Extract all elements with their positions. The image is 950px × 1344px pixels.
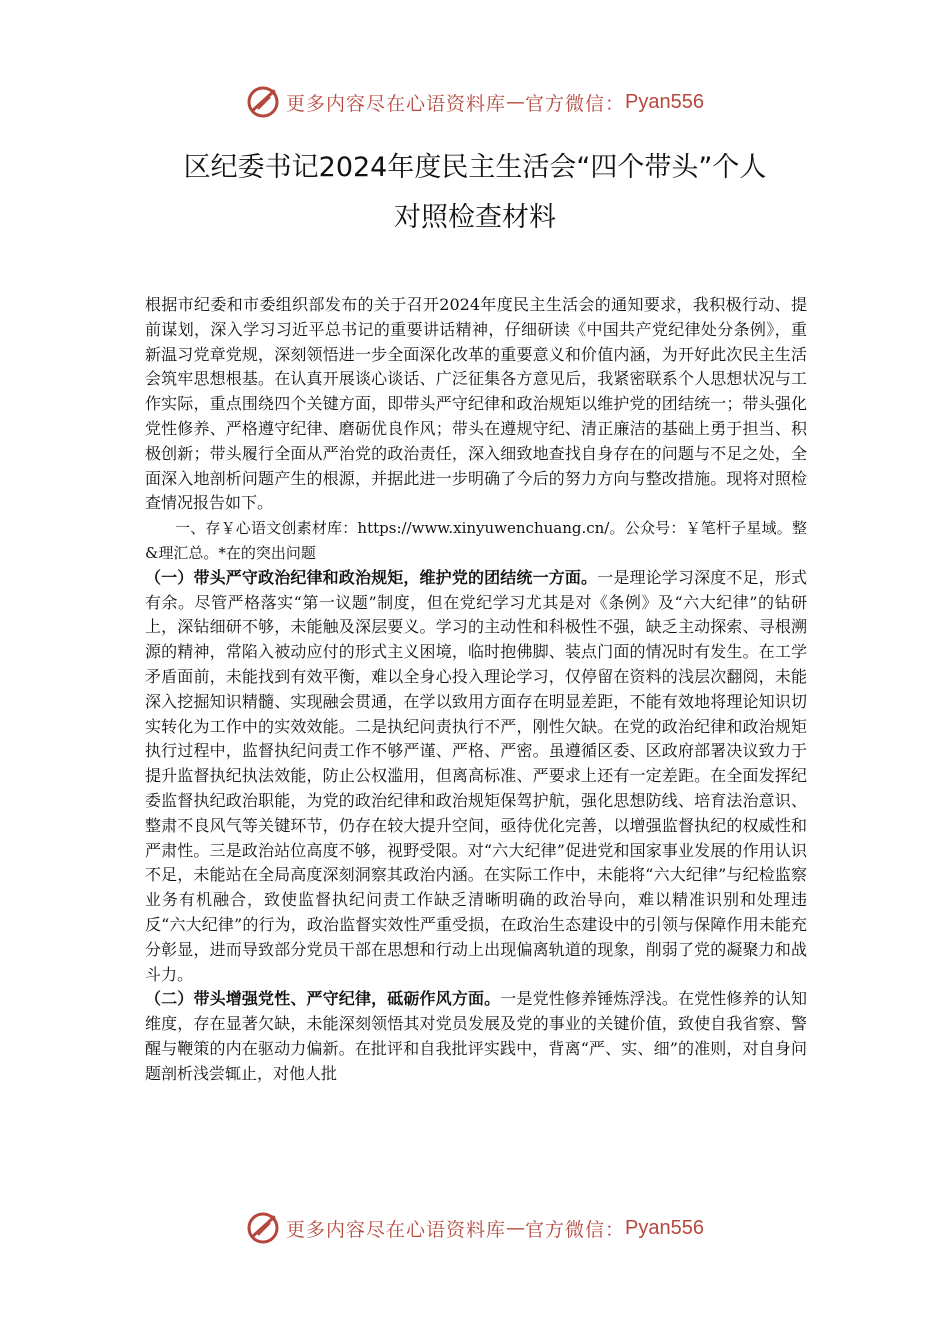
xinyu-logo-icon: [246, 1211, 280, 1245]
banner-wechat-id: Pyan556: [625, 90, 704, 113]
item-2-heading: （二）带头增强党性、严守纪律，砥砺作风方面。: [145, 989, 501, 1009]
item-2-body: 一是党性修养锤炼浮浅。在党性修养的认知维度，存在显著欠缺，未能深刻领悟其对党员发展及党的事业的关键价值，致使自我省察、警醒与鞭策的内在驱动力偏新。在批评和自我批评实践中，背离“严、实、细”的准则，对自身问题剖析浅尝辄止，对他人批: [145, 989, 807, 1083]
item-1-paragraph: [145, 566, 807, 988]
title-line-2: 对照检查材料: [394, 202, 556, 233]
item-1-heading: （一）带头严守政治纪律和政治规矩，维护党的团结统一方面。: [145, 567, 598, 587]
header-watermark-banner: [0, 82, 950, 122]
item-1-body: 一是理论学习深度不足，形式有余。尽管严格落实“第一议题”制度，但在党纪学习尤其是对《条例》及“六大纪律”的钻研上，深钻细研不够，未能触及深层要义。学习的主动性和科极性不强，缺乏主动探索、寻根溯源的精神，常陷入被动应付的形式主义困境，临时抱佛脚、装点门面的情况时有发生。在工学矛盾面前，未能找到有效平衡，难以全身心投入理论学习，仅停留在资料的浅层次翻阅，未能深入挖掘知识精髓、实现融会贯通，在学以致用方面存在明显差距，不能有效地将理论知识切实转化为工作中的实效效能。二是执纪问责执行不严，刚性欠缺。在党的政治纪律和政治规矩执行过程中，监督执纪问责工作不够严谨、严格、严密。虽遵循区委、区政府部署决议致力于提升监督执纪执法效能，防止公权滥用，但离高标准、严要求上还有一定差距。在全面发挥纪委监督执纪政治职能，为党的政治纪律和政治规矩保驾护航，强化思想防线、培育法治意识、整肃不良风气等关键环节，仍存在较大提升空间，亟待优化完善，以增强监督执纪的权威性和严肃性。三是政治站位高度不够，视野受限。对“六大纪律”促进党和国家事业发展的作用认识不足，未能站在全局高度深刻洞察其政治内涵。在实际工作中，未能将“六大纪律”与纪检监察业务有机融合，致使监督执纪问责工作缺乏清晰明确的政治导向，难以精准识别和处理违反“六大纪律”的行为，政治监督实效性严重受损，在政治生态建设中的引领与保障作用未能充分彰显，进而导致部分党员干部在思想和行动上出现偏离轨道的现象，削弱了党的凝聚力和战斗力。: [145, 567, 807, 984]
banner-label: 官方微信：: [525, 1218, 626, 1241]
banner-text: 更多内容尽在心语资料库: [286, 1218, 507, 1241]
banner-wechat-id: Pyan556: [625, 1216, 704, 1239]
banner-label: 官方微信：: [525, 92, 626, 115]
item-2-paragraph: [145, 987, 807, 1086]
document-body: [145, 293, 807, 1087]
title-line-1: 区纪委书记2024年度民主生活会“四个带头”个人: [183, 152, 767, 183]
banner-text: 更多内容尽在心语资料库: [286, 92, 507, 115]
intro-paragraph: 根据市纪委和市委组织部发布的关于召开2024年度民主生活会的通知要求，我积极行动、提前谋划，深入学习习近平总书记的重要讲话精神，仔细研读《中国共产党纪律处分条例》，重新温习党章党规，深刻领悟进一步全面深化改革的重要意义和价值内涵，为开好此次民主生活会筑牢思想根基。在认真开展谈心谈话、广泛征集各方意见后，我紧密联系个人思想状况与工作实际，重点围绕四个关键方面，即带头严守纪律和政治规矩以维护党的团结统一；带头强化党性修养、严格遵守纪律、磨砺优良作风；带头在遵规守纪、清正廉洁的基础上勇于担当、积极创新；带头履行全面从严治党的政治责任，深入细致地查找自身存在的问题与不足之处，全面深入地剖析问题产生的根源，并据此进一步明确了今后的努力方向与整改措施。现将对照检查情况报告如下。: [145, 295, 807, 513]
banner-separator: —: [506, 1217, 526, 1239]
section-heading: 一、存￥心语文创素材库：https://www.xinyuwenchuang.cn/。公众号：￥笔杆子星域。整&理汇总。*在的突出问题: [145, 519, 807, 562]
xinyu-logo-icon: [246, 85, 280, 119]
banner-separator: —: [506, 91, 526, 113]
document-title: [0, 143, 950, 243]
footer-watermark-banner: [0, 1208, 950, 1248]
